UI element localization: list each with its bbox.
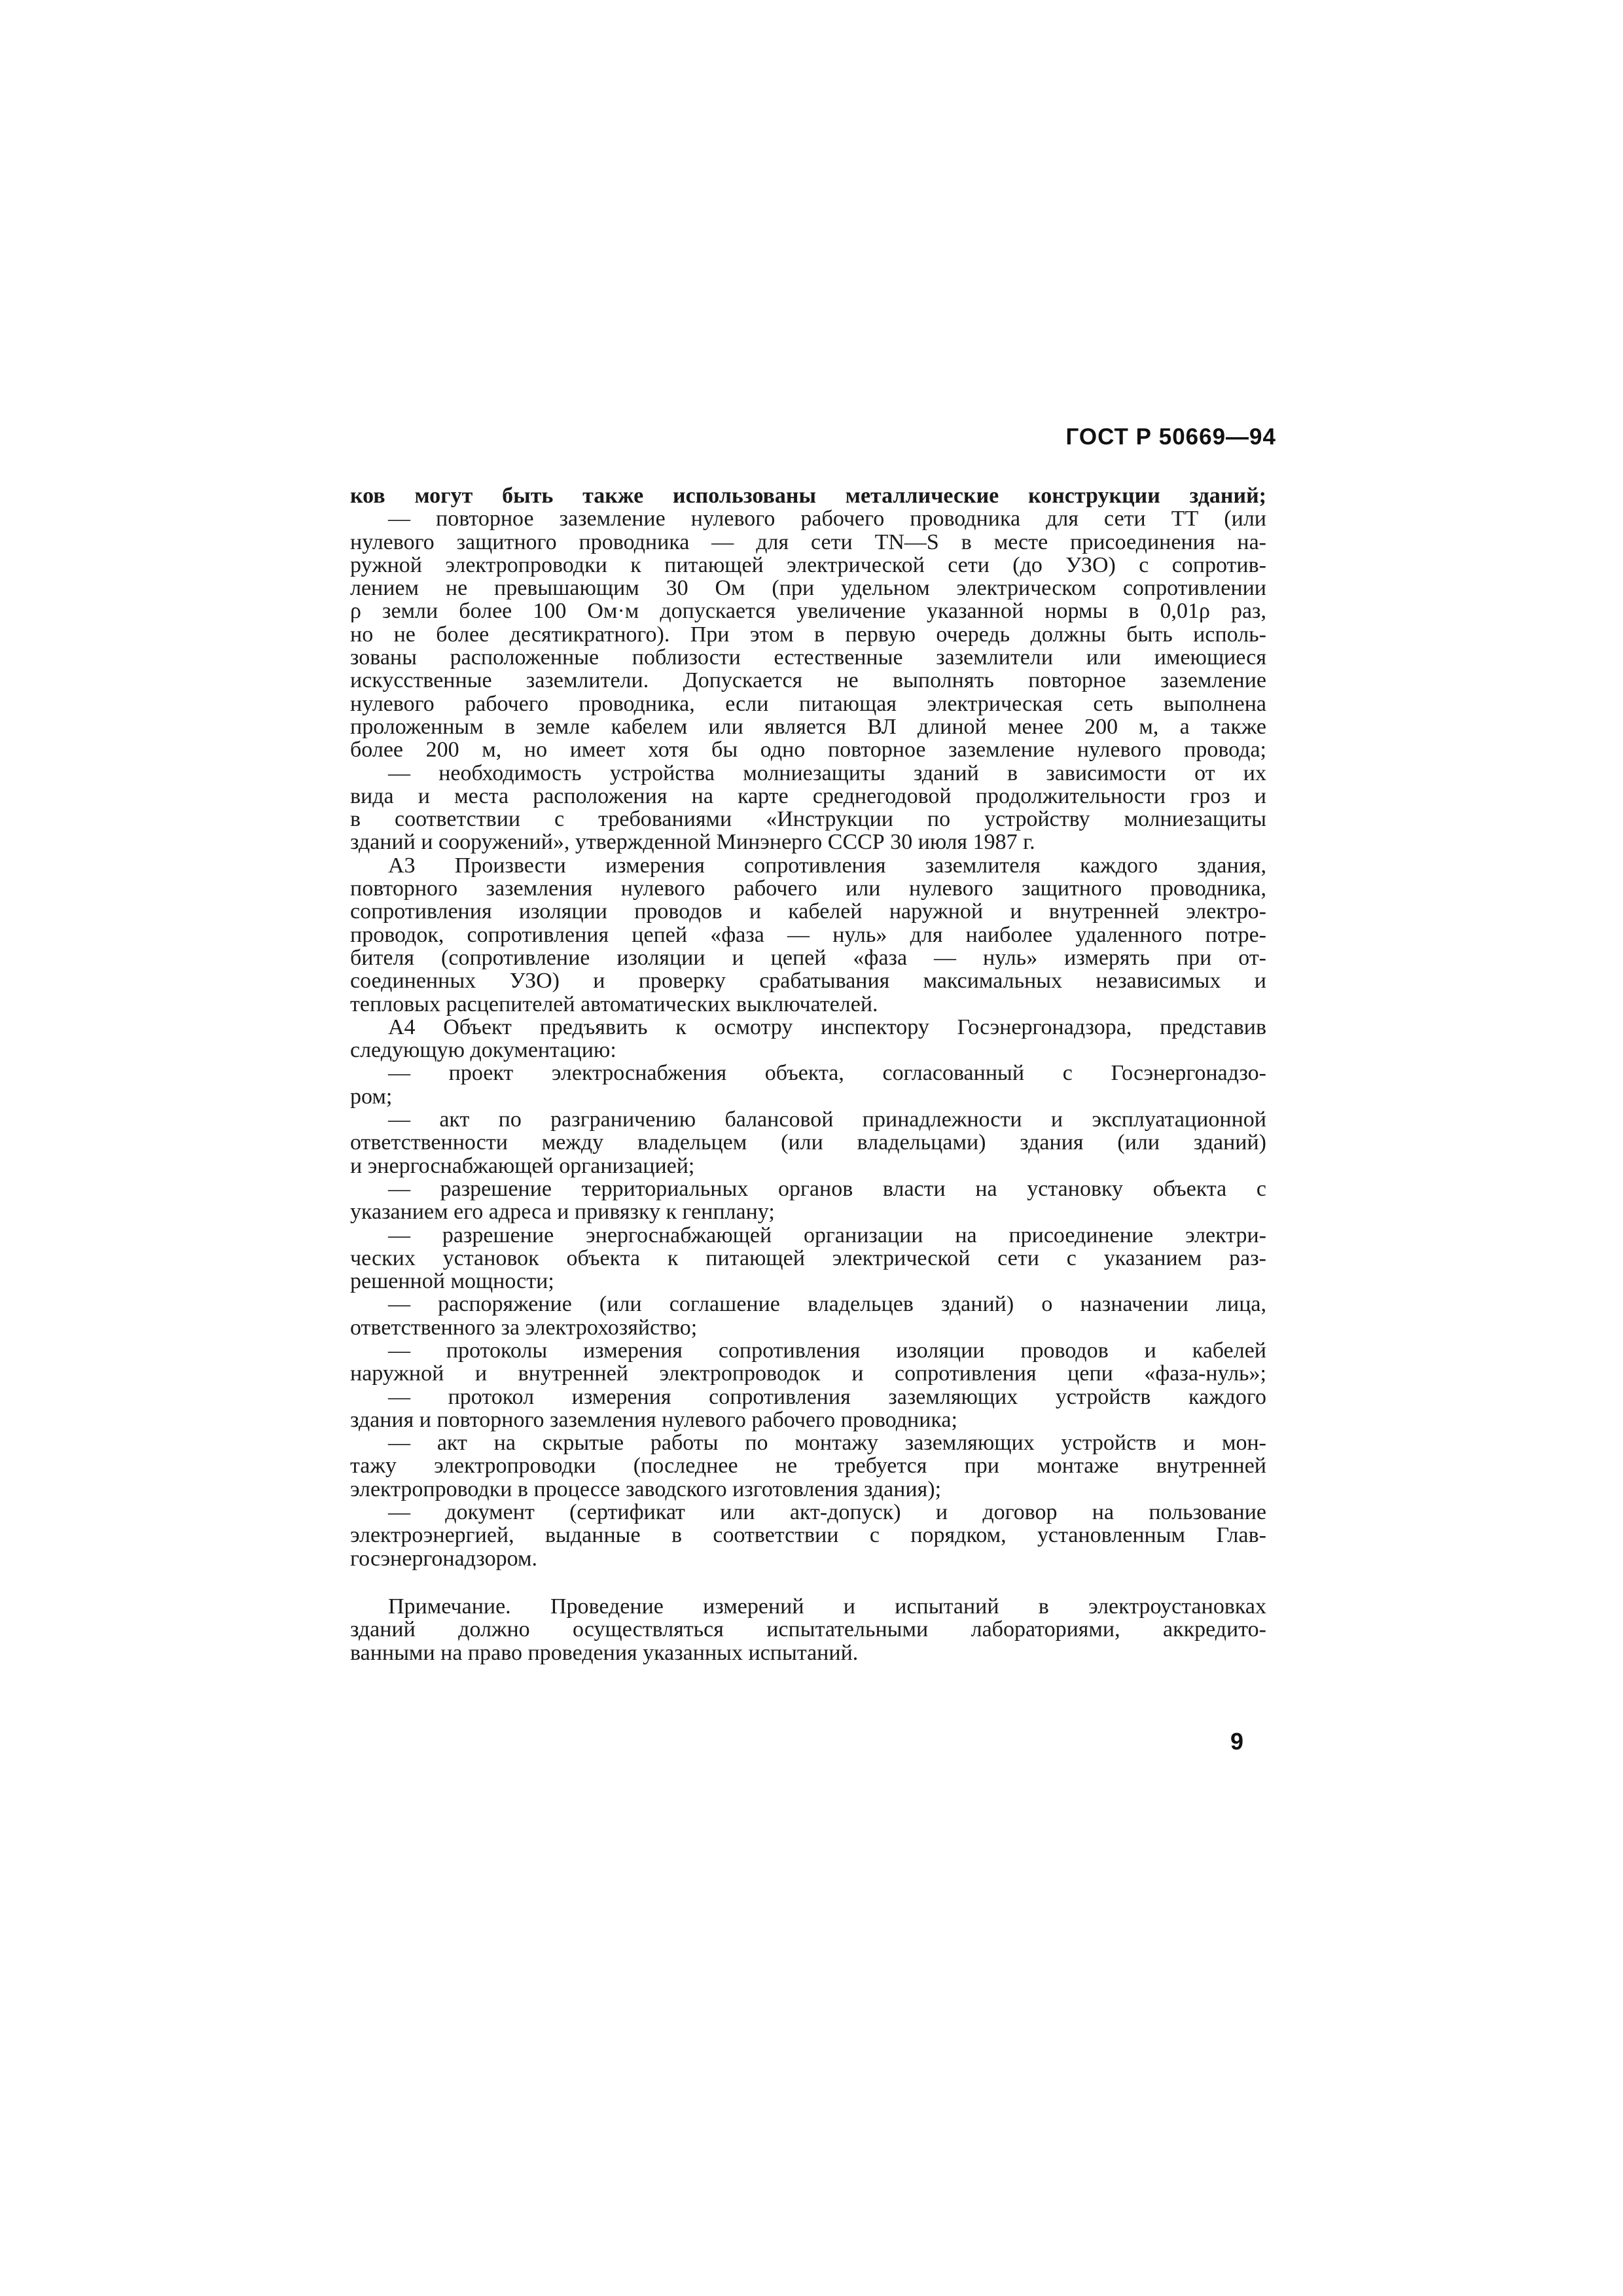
text-line: здания и повторного заземления нулевого рабочего проводника; — [350, 1407, 957, 1432]
text-line: — проект электроснабжения объекта, согласованный с Госэнергонадзо- — [388, 1061, 1266, 1086]
text-line: — разрешение энергоснабжающей организации на присоединение электри- — [388, 1223, 1266, 1247]
text-line: ром; — [350, 1084, 393, 1109]
text-line: ружной электропроводки к питающей электрической сети (до УЗО) с сопротив- — [350, 552, 1266, 577]
text-line: электропроводки в процессе заводского изготовления здания); — [350, 1477, 942, 1501]
text-line: — акт на скрытые работы по монтажу заземляющих устройств и мон- — [388, 1431, 1266, 1456]
text-line: ков могут быть также использованы металлические конструкции зданий; — [350, 484, 1266, 508]
text-line: но не более десятикратного). При этом в первую очередь должны быть исполь- — [350, 622, 1266, 647]
text-line: ответственного за электрохозяйство; — [350, 1315, 698, 1340]
text-line: зданий и сооружений», утвержденной Минэнерго СССР 30 июля 1987 г. — [350, 830, 1035, 855]
body-text — [350, 484, 1266, 1664]
note-line: ванными на право проведения указанных испытаний. — [350, 1640, 859, 1665]
main-paragraphs — [350, 484, 1266, 1570]
text-line: А3 Произвести измерения сопротивления заземлителя каждого здания, — [388, 853, 1266, 878]
text-line: соединенных УЗО) и проверку срабатывания максимальных независимых и — [350, 969, 1266, 994]
text-line: вида и места расположения на карте среднегодовой продолжительности гроз и — [350, 783, 1266, 808]
text-line: тажу электропроводки (последнее не требуется при монтаже внутренней — [350, 1454, 1266, 1479]
text-line: электроэнергией, выданные в соответствии с порядком, установленным Глав- — [350, 1523, 1266, 1548]
note-block — [350, 1595, 1266, 1664]
text-line: нулевого рабочего проводника, если питающая электрическая сеть выполнена — [350, 691, 1266, 716]
text-line: нулевого защитного проводника — для сети TN—S в месте присоединения на- — [350, 529, 1266, 554]
text-line: указанием его адреса и привязку к генплану; — [350, 1200, 775, 1225]
standard-code-header: ГОСТ Р 50669—94 — [1065, 424, 1276, 450]
text-line: — протокол измерения сопротивления заземляющих устройств каждого — [388, 1384, 1266, 1409]
page-number: 9 — [1230, 1728, 1244, 1755]
text-line: зованы расположенные поблизости естественные заземлители или имеющиеся — [350, 645, 1266, 670]
text-line: лением не превышающим 30 Ом (при удельном электрическом сопротивлении — [350, 576, 1266, 601]
text-line: — акт по разграничению балансовой принадлежности и эксплуатационной — [388, 1107, 1266, 1132]
text-line: решенной мощности; — [350, 1269, 554, 1294]
text-line: следующую документацию: — [350, 1038, 616, 1063]
text-line: более 200 м, но имеет хотя бы одно повторное заземление нулевого провода; — [350, 738, 1266, 762]
text-line: — документ (сертификат или акт-допуск) и договор на пользование — [388, 1500, 1266, 1525]
text-line: в соответствии с требованиями «Инструкции по устройству молниезащиты — [350, 807, 1266, 832]
text-line: искусственные заземлители. Допускается не выполнять повторное заземление — [350, 668, 1266, 693]
text-line: проводок, сопротивления цепей «фаза — нуль» для наиболее удаленного потре- — [350, 922, 1266, 947]
text-line: тепловых расцепителей автоматических выключателей. — [350, 992, 878, 1016]
text-line: ческих установок объекта к питающей электрической сети с указанием раз- — [350, 1246, 1266, 1270]
note-line: Примечание. Проведение измерений и испытаний в электроустановках — [388, 1594, 1266, 1619]
text-line: проложенным в земле кабелем или является ВЛ длиной менее 200 м, а также — [350, 714, 1266, 739]
text-line: повторного заземления нулевого рабочего или нулевого защитного проводника, — [350, 876, 1266, 901]
text-line: наружной и внутренней электропроводок и сопротивления цепи «фаза-нуль»; — [350, 1361, 1266, 1386]
text-line: — повторное заземление нулевого рабочего проводника для сети ТТ (или — [388, 507, 1266, 531]
text-line: ρ земли более 100 Ом·м допускается увеличение указанной нормы в 0,01ρ раз, — [350, 599, 1266, 624]
text-line: — протоколы измерения сопротивления изоляции проводов и кабелей — [388, 1338, 1266, 1363]
text-line: — распоряжение (или соглашение владельцев зданий) о назначении лица, — [388, 1292, 1266, 1317]
note-gap — [350, 1570, 1266, 1595]
text-line: А4 Объект предъявить к осмотру инспектору Госэнергонадзора, представив — [388, 1014, 1266, 1039]
text-line: — разрешение территориальных органов власти на установку объекта с — [388, 1176, 1266, 1201]
text-line: и энергоснабжающей организацией; — [350, 1153, 695, 1178]
note-line: зданий должно осуществляться испытательными лабораториями, аккредито- — [350, 1617, 1266, 1642]
text-line: бителя (сопротивление изоляции и цепей «фаза — нуль» измерять при от- — [350, 945, 1266, 970]
text-line: госэнергонадзором. — [350, 1546, 538, 1571]
text-line: — необходимость устройства молниезащиты зданий в зависимости от их — [388, 761, 1266, 785]
text-line: сопротивления изоляции проводов и кабелей наружной и внутренней электро- — [350, 899, 1266, 924]
text-line: ответственности между владельцем (или владельцами) здания (или зданий) — [350, 1130, 1266, 1155]
